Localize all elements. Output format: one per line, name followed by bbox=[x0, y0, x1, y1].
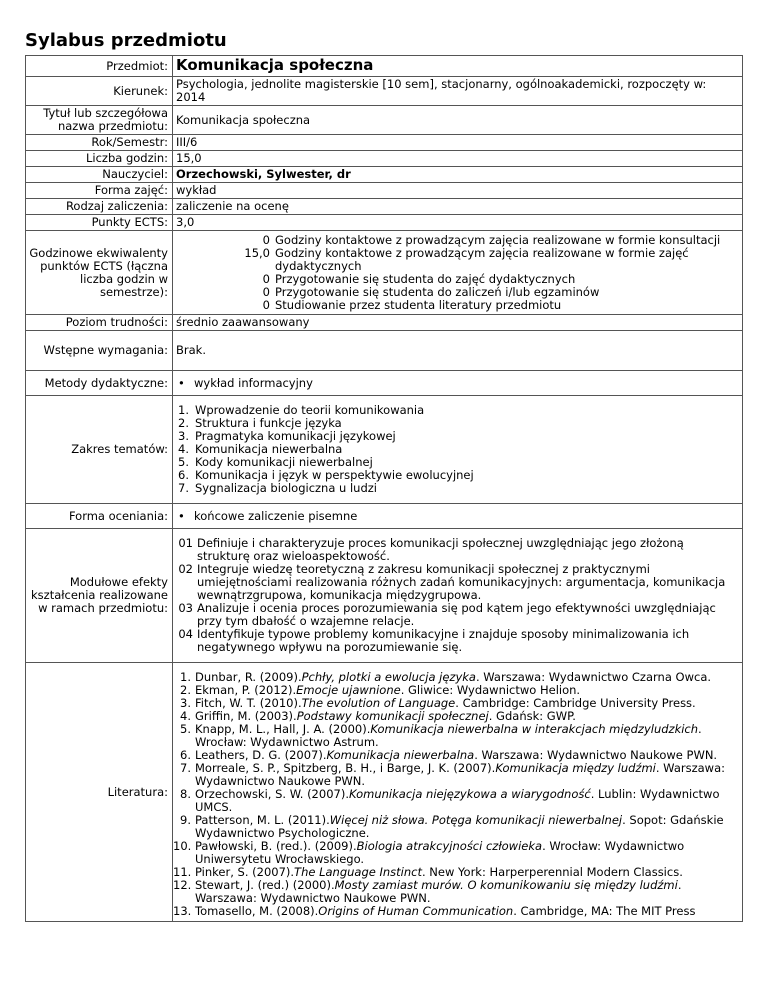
ects-hours: 15,0 bbox=[244, 246, 270, 260]
literature-number: 12. bbox=[173, 878, 192, 892]
label-rodzaj: Rodzaj zaliczenia: bbox=[26, 199, 173, 215]
literature-publisher: . Gliwice: Wydawnictwo Helion. bbox=[400, 683, 581, 697]
ects-hours: 0 bbox=[262, 272, 270, 286]
topic-number: 4. bbox=[178, 442, 189, 456]
bullet-icon: • bbox=[178, 508, 185, 523]
literature-text bbox=[195, 840, 739, 866]
topic-text: Komunikacja niewerbalna bbox=[195, 442, 343, 456]
literature-title: The Language Instinct bbox=[294, 865, 422, 879]
outcome-item bbox=[173, 602, 739, 628]
literature-author: Knapp, M. L., Hall, J. A. (2000). bbox=[195, 722, 371, 736]
literature-publisher: . Warszawa: Wydawnictwo Naukowe PWN. bbox=[474, 748, 718, 762]
outcome-item bbox=[173, 628, 739, 654]
outcome-text: Analizuje i ocenia proces porozumiewania się pod kątem jego efektywności uwzględniając przy tym dbałość o wzajemne relacje. bbox=[197, 601, 716, 628]
literature-title: Pchły, plotki a ewolucja języka bbox=[301, 670, 476, 684]
literature-item bbox=[173, 788, 739, 814]
outcomes-list bbox=[173, 529, 743, 663]
literature-item bbox=[173, 723, 739, 749]
label-ects: Punkty ECTS: bbox=[26, 215, 173, 231]
outcome-item bbox=[173, 563, 739, 602]
value-godziny: 15,0 bbox=[173, 151, 743, 167]
value-forma: wykład bbox=[173, 183, 743, 199]
topic-text: Struktura i funkcje języka bbox=[195, 416, 342, 430]
value-ects: 3,0 bbox=[173, 215, 743, 231]
literature-text bbox=[195, 762, 739, 788]
ects-hours: 0 bbox=[262, 285, 270, 299]
label-tytul: Tytuł lub szczegółowa nazwa przedmiotu: bbox=[26, 106, 173, 135]
literature-number: 5. bbox=[180, 722, 191, 736]
literature-title: Komunikacja niewerbalna bbox=[326, 748, 475, 762]
label-literatura: Literatura: bbox=[26, 663, 173, 922]
literature-publisher: . Cambridge, MA: The MIT Press bbox=[513, 904, 696, 918]
outcome-number: 02 bbox=[178, 562, 193, 576]
value-przedmiot: Komunikacja społeczna bbox=[173, 56, 743, 77]
ects-description: Przygotowanie się studenta do zaliczeń i/lub egzaminów bbox=[275, 285, 600, 299]
literature-text bbox=[195, 879, 739, 905]
literature-author: Leathers, D. G. (2007). bbox=[195, 748, 327, 762]
literature-title: Biologia atrakcyjności człowieka bbox=[356, 839, 543, 853]
literature-publisher: . New York: Harperperennial Modern Classics. bbox=[422, 865, 683, 879]
literature-author: Stewart, J. (red.) (2000). bbox=[195, 878, 335, 892]
literature-item bbox=[173, 879, 739, 905]
label-efekty: Modułowe efekty kształcenia realizowane w ramach przedmiotu: bbox=[26, 529, 173, 663]
literature-author: Patterson, M. L. (2011). bbox=[195, 813, 330, 827]
ects-hours: 0 bbox=[262, 298, 270, 312]
literature-author: Orzechowski, S. W. (2007). bbox=[195, 787, 349, 801]
literature-title: Komunikacja niewerbalna w interakcjach międzyludzkich bbox=[370, 722, 699, 736]
ects-description: Godziny kontaktowe z prowadzącym zajęcia realizowane w formie konsultacji bbox=[275, 233, 721, 247]
literature-item bbox=[173, 762, 739, 788]
value-poziom: średnio zaawansowany bbox=[173, 315, 743, 331]
label-godziny: Liczba godzin: bbox=[26, 151, 173, 167]
ects-breakdown bbox=[173, 231, 743, 315]
literature-author: Pawłowski, B. (red.). (2009). bbox=[195, 839, 357, 853]
outcome-item bbox=[173, 537, 739, 563]
literature-publisher: . Cambridge: Cambridge University Press. bbox=[455, 696, 696, 710]
value-nauczyciel: Orzechowski, Sylwester, dr bbox=[173, 167, 743, 183]
literature-title: Komunikacja między ludźmi bbox=[495, 761, 656, 775]
ects-description: Studiowanie przez studenta literatury przedmiotu bbox=[275, 298, 562, 312]
literature-number: 13. bbox=[173, 904, 192, 918]
topic-number: 1. bbox=[178, 403, 189, 417]
literature-number: 10. bbox=[173, 839, 192, 853]
literature-publisher: . Warszawa: Wydawnictwo Naukowe PWN. bbox=[195, 878, 682, 905]
label-forma: Forma zajęć: bbox=[26, 183, 173, 199]
literature-publisher: . Lublin: Wydawnictwo UMCS. bbox=[195, 787, 720, 814]
ects-description: Przygotowanie się studenta do zajęć dydaktycznych bbox=[275, 272, 576, 286]
literature-author: Morreale, S. P., Spitzberg, B. H., i Barge, J. K. (2007). bbox=[195, 761, 496, 775]
topic-text: Komunikacja i język w perspektywie ewolucyjnej bbox=[195, 468, 474, 482]
topic-number: 5. bbox=[178, 455, 189, 469]
value-rodzaj: zaliczenie na ocenę bbox=[173, 199, 743, 215]
literature-author: Griffin, M. (2003). bbox=[195, 709, 297, 723]
literature-publisher: . Wrocław: Wydawnictwo Uniwersytetu Wrocławskiego. bbox=[195, 839, 685, 866]
label-poziom: Poziom trudności: bbox=[26, 315, 173, 331]
literature-title: Więcej niż słowa. Potęga komunikacji niewerbalnej bbox=[329, 813, 623, 827]
literature-number: 11. bbox=[173, 865, 192, 879]
literature-author: Pinker, S. (2007). bbox=[195, 865, 295, 879]
value-metody bbox=[173, 371, 743, 396]
label-wymagania: Wstępne wymagania: bbox=[26, 331, 173, 371]
topic-number: 7. bbox=[178, 481, 189, 495]
literature-title: Komunikacja niejęzykowa a wiarygodność bbox=[348, 787, 591, 801]
ects-row bbox=[173, 299, 739, 312]
literature-title: Emocje ujawnione bbox=[296, 683, 401, 697]
literature-publisher: . Warszawa: Wydawnictwo Naukowe PWN. bbox=[195, 761, 725, 788]
outcome-number: 04 bbox=[178, 627, 193, 641]
literature-title: Podstawy komunikacji społecznej bbox=[296, 709, 489, 723]
literature-number: 4. bbox=[180, 709, 191, 723]
literature-publisher: . Gdańsk: GWP. bbox=[488, 709, 576, 723]
value-kierunek: Psychologia, jednolite magisterskie [10 sem], stacjonarny, ogólnoakademicki, rozpoczęty w: 2014 bbox=[173, 77, 743, 106]
value-ocenianie bbox=[173, 504, 743, 529]
literature-title: The evolution of Language bbox=[301, 696, 456, 710]
label-przedmiot: Przedmiot: bbox=[26, 56, 173, 77]
literature-number: 8. bbox=[180, 787, 191, 801]
outcome-number: 03 bbox=[178, 601, 193, 615]
topic-number: 3. bbox=[178, 429, 189, 443]
method-item: wykład informacyjny bbox=[194, 375, 313, 390]
literature-title: Mosty zamiast murów. O komunikowaniu się między ludźmi bbox=[334, 878, 678, 892]
topics-list bbox=[173, 396, 743, 504]
label-zakres: Zakres tematów: bbox=[26, 396, 173, 504]
literature-list bbox=[173, 663, 743, 922]
value-wymagania: Brak. bbox=[173, 331, 743, 371]
topic-text: Kody komunikacji niewerbalnej bbox=[195, 455, 373, 469]
literature-publisher: . Wrocław: Wydawnictwo Astrum. bbox=[195, 722, 702, 749]
literature-number: 2. bbox=[180, 683, 191, 697]
ects-hours: 0 bbox=[262, 233, 270, 247]
literature-author: Fitch, W. T. (2010). bbox=[195, 696, 302, 710]
topic-number: 2. bbox=[178, 416, 189, 430]
outcome-text: Identyfikuje typowe problemy komunikacyjne i znajduje sposoby minimalizowania ich negatywnego wpływu na porozumiewanie się. bbox=[197, 627, 690, 654]
literature-number: 6. bbox=[180, 748, 191, 762]
label-nauczyciel: Nauczyciel: bbox=[26, 167, 173, 183]
literature-text bbox=[195, 905, 739, 918]
label-metody: Metody dydaktyczne: bbox=[26, 371, 173, 396]
literature-item bbox=[173, 840, 739, 866]
literature-number: 3. bbox=[180, 696, 191, 710]
literature-title: Origins of Human Communication bbox=[318, 904, 514, 918]
ects-row bbox=[173, 247, 739, 273]
ects-description: Godziny kontaktowe z prowadzącym zajęcia realizowane w formie zajęć dydaktycznych bbox=[275, 246, 689, 273]
assessment-item: końcowe zaliczenie pisemne bbox=[194, 508, 358, 523]
page-title: Sylabus przedmiotu bbox=[25, 30, 227, 51]
literature-text bbox=[195, 788, 739, 814]
label-rok: Rok/Semestr: bbox=[26, 135, 173, 151]
literature-author: Ekman, P. (2012). bbox=[195, 683, 297, 697]
literature-item bbox=[173, 905, 739, 918]
topic-item bbox=[173, 482, 739, 495]
literature-publisher: . Warszawa: Wydawnictwo Czarna Owca. bbox=[475, 670, 712, 684]
label-kierunek: Kierunek: bbox=[26, 77, 173, 106]
literature-author: Tomasello, M. (2008). bbox=[195, 904, 319, 918]
literature-item bbox=[173, 814, 739, 840]
value-tytul: Komunikacja społeczna bbox=[173, 106, 743, 135]
literature-text bbox=[195, 814, 739, 840]
literature-number: 1. bbox=[180, 670, 191, 684]
literature-number: 7. bbox=[180, 761, 191, 775]
topic-text: Pragmatyka komunikacji językowej bbox=[195, 429, 396, 443]
literature-text bbox=[195, 723, 739, 749]
syllabus-table bbox=[25, 55, 743, 922]
value-rok: III/6 bbox=[173, 135, 743, 151]
outcome-text: Integruje wiedzę teoretyczną z zakresu komunikacji społecznej z praktycznymi umiejętnościami realizowania różnych zadań komunikacyjnych: argumentacja, komunikacja wewnątrzgrupowa, komunikacja międzygrupowa. bbox=[197, 562, 726, 602]
literature-author: Dunbar, R. (2009). bbox=[195, 670, 302, 684]
outcome-text: Definiuje i charakteryzuje proces komunikacji społecznej uwzględniając jego złożoną strukturę oraz wieloaspektowość. bbox=[197, 536, 684, 563]
topic-text: Sygnalizacja biologiczna u ludzi bbox=[195, 481, 378, 495]
outcome-number: 01 bbox=[178, 536, 193, 550]
topic-number: 6. bbox=[178, 468, 189, 482]
bullet-icon: • bbox=[178, 375, 185, 390]
label-ocenianie: Forma oceniania: bbox=[26, 504, 173, 529]
topic-text: Wprowadzenie do teorii komunikowania bbox=[195, 403, 425, 417]
label-ekwiwalenty: Godzinowe ekwiwalenty punktów ECTS (łączna liczba godzin w semestrze): bbox=[26, 231, 173, 315]
literature-publisher: . Sopot: Gdańskie Wydawnictwo Psychologiczne. bbox=[195, 813, 724, 840]
literature-number: 9. bbox=[180, 813, 191, 827]
